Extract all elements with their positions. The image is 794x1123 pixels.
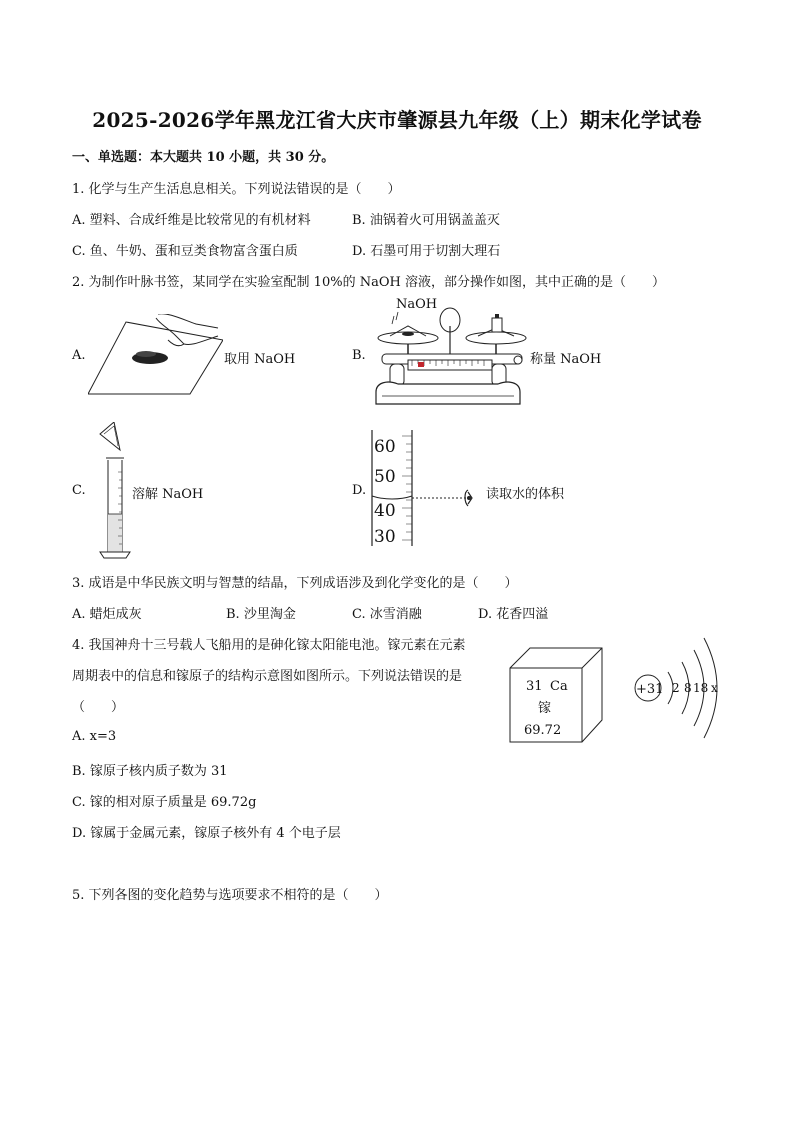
q2-option-a-letter: A. [72,348,86,363]
tick-label-40: 40 [374,501,396,521]
q3-option-b: B. 沙里淘金 [226,607,296,622]
q2-option-d-letter: D. [352,483,367,498]
graduated-cylinder-figure [96,422,132,560]
atom-shell-1: 2 [672,681,680,695]
q1-option-c: C. 鱼、牛奶、蛋和豆类食物富含蛋白质 [72,244,298,259]
q2-option-c-caption: 溶解 NaOH [132,487,204,502]
tick-label-30: 30 [374,527,396,546]
q4-option-b: B. 镓原子核内质子数为 31 [72,764,228,779]
atom-shell-3: 18 [693,681,709,695]
q1-option-d: D. 石墨可用于切割大理石 [352,244,501,259]
q2-option-b-caption: 称量 NaOH [530,352,602,367]
q4-stem-line3: （ ） [72,700,125,715]
atom-shell-2: 8 [684,681,692,695]
q2-option-b-letter: B. [352,348,366,363]
q3-stem: 3. 成语是中华民族文明与智慧的结晶，下列成语涉及到化学变化的是（ ） [72,576,518,591]
q3-option-c: C. 冰雪消融 [352,607,422,622]
q4-stem-line2: 周期表中的信息和镓原子的结构示意图如图所示。下列说法错误的是 [72,669,463,684]
q3-option-d: D. 花香四溢 [478,607,549,622]
element-name: 镓 [538,701,552,716]
q2-stem: 2. 为制作叶脉书签，某同学在实验室配制 10%的 NaOH 溶液，部分操作如图，其中正确的是（ ） [72,275,665,290]
q4-option-d: D. 镓属于金属元素，镓原子核外有 4 个电子层 [72,826,341,841]
tick-label-50: 50 [374,467,396,487]
q4-stem-line1: 4. 我国神舟十三号载人飞船用的是砷化镓太阳能电池。镓元素在元素 [72,638,466,653]
atom-structure-figure [630,632,726,744]
periodic-table-cell-figure [508,646,604,744]
q1-stem: 1. 化学与生产生活息息相关。下列说法错误的是（ ） [72,182,401,197]
q3-option-a: A. 蜡炬成灰 [72,607,142,622]
atom-nucleus: +31 [636,682,664,697]
page-title: 2025-2026学年黑龙江省大庆市肇源县九年级（上）期末化学试卷 [92,108,702,132]
tick-label-60: 60 [374,437,396,457]
section-heading: 一、单选题：本大题共 10 小题，共 30 分。 [72,150,335,165]
element-number: 31 [526,679,543,694]
q1-option-b: B. 油锅着火可用锅盖盖灭 [352,213,500,228]
q4-option-c: C. 镓的相对原子质量是 69.72g [72,795,257,810]
balance-naoh-label: NaOH [396,297,438,312]
q2-option-a-caption: 取用 NaOH [224,352,296,367]
q1-option-a: A. 塑料、合成纤维是比较常见的有机材料 [72,213,311,228]
q4-option-a: A. x=3 [72,729,117,744]
atom-shell-4: x [711,681,718,695]
element-mass: 69.72 [524,723,562,738]
element-symbol: Ca [550,679,568,694]
q2-option-d-caption: 读取水的体积 [486,487,565,502]
q5-stem: 5. 下列各图的变化趋势与选项要求不相符的是（ ） [72,888,388,903]
q2-option-c-letter: C. [72,483,86,498]
balance-scale-figure [368,296,528,410]
volume-reading-figure [368,430,488,546]
hand-taking-naoh-figure [88,314,223,396]
